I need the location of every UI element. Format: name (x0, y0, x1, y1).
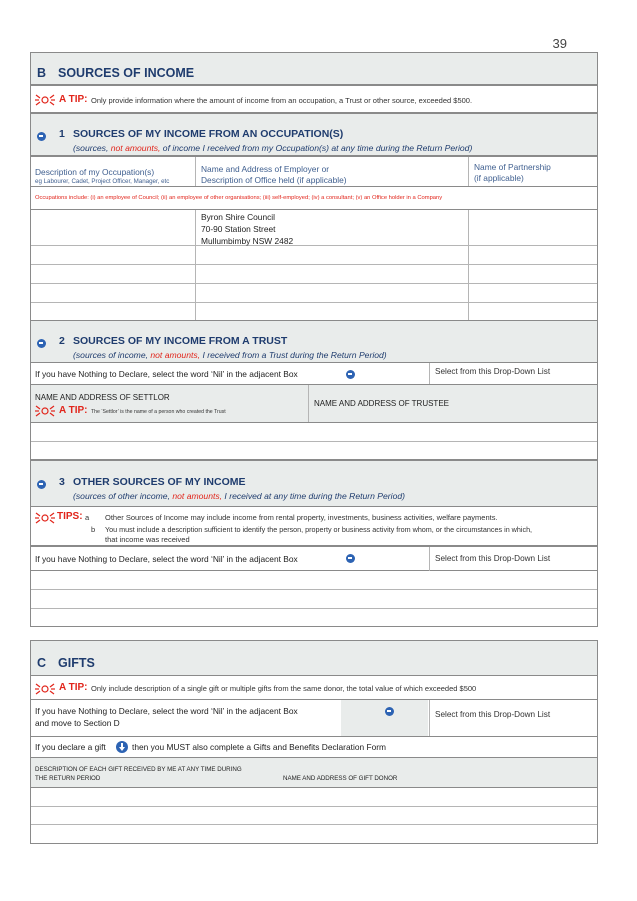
settlor-tip-text: The ‘Settlor’ is the name of a person who created the Trust (91, 409, 226, 415)
section-c-dropdown[interactable]: Select from this Drop-Down List (435, 710, 551, 719)
part2-column-headers (30, 385, 598, 423)
part2-table (30, 423, 598, 460)
occupations-include-text: Occupations include: (i) an employee of Council; (ii) an employee of other organisations; (iii) self-employed; (iv) a consultant; (v) an Office holder in a Company (35, 195, 443, 201)
gifts-table (30, 788, 598, 844)
part2-subtitle: (sources of income, not amounts, I received from a Trust during the Return Period) (73, 350, 387, 360)
employer-line3[interactable]: Mullumbimby NSW 2482 (201, 236, 294, 246)
part3-title: OTHER SOURCES OF MY INCOME (73, 476, 246, 488)
section-b-header (30, 52, 598, 85)
section-c-nil-row (30, 700, 598, 737)
tip-a-text: Other Sources of Income may include income from rental property, investments, business activities, welfare payments. (105, 513, 498, 522)
arrow-icon (37, 476, 46, 494)
tip-lightbulb-icon (35, 682, 55, 700)
col3-header-line2: (if applicable) (474, 173, 524, 183)
gift-donor-header: NAME AND ADDRESS OF GIFT DONOR (283, 775, 398, 782)
part2-nil-text: If you have Nothing to Declare, select the word ‘Nil’ in the adjacent Box (35, 369, 298, 379)
tip-lightbulb-icon (35, 511, 55, 529)
tip-a-marker: a (85, 513, 90, 522)
gifts-column-headers (30, 758, 598, 788)
col2-header-line1: Name and Address of Employer or (201, 164, 330, 174)
tip-b-marker: b (91, 525, 96, 534)
employer-line2[interactable]: 70-90 Station Street (201, 224, 276, 234)
section-c-title: GIFTS (58, 656, 95, 670)
tip-lightbulb-icon (35, 404, 55, 422)
col3-header-line1: Name of Partnership (474, 162, 551, 172)
down-arrow-icon (116, 740, 128, 758)
declare-gift-text: If you declare a gift (35, 742, 106, 752)
section-b-tip (30, 85, 598, 113)
part3-nil-row (30, 546, 598, 571)
section-c-letter: C (37, 656, 47, 670)
tip-lightbulb-icon (35, 93, 55, 111)
gift-description-header-line2: THE RETURN PERIOD (35, 775, 101, 782)
tip-label: A TIP: (59, 682, 88, 693)
trustee-header: NAME AND ADDRESS OF TRUSTEE (314, 399, 449, 408)
section-c-nil-line1: If you have Nothing to Declare, select the word ‘Nil’ in the adjacent Box (35, 706, 298, 716)
part2-dropdown[interactable]: Select from this Drop-Down List (435, 367, 551, 376)
arrow-icon (37, 128, 46, 146)
part3-header (30, 460, 598, 507)
tip-text: Only provide information where the amount of income from an occupation, a Trust or other source, exceeded $500. (91, 96, 473, 105)
col2-header-line2: Description of Office held (if applicable) (201, 175, 347, 185)
page-number: 39 (552, 36, 567, 51)
declare-gift-text-post: then you MUST also complete a Gifts and Benefits Declaration Form (132, 742, 387, 752)
col1-header: Description of my Occupation(s) (35, 167, 155, 177)
occupations-note (30, 187, 598, 210)
part1-title: SOURCES OF MY INCOME FROM AN OCCUPATION(S) (73, 128, 344, 140)
tip-label: A TIP: (59, 94, 88, 105)
declare-gift-row (30, 737, 598, 758)
part3-number: 3 (59, 476, 65, 488)
col1-header-example: eg Labourer, Cadet, Project Officer, Manager, etc (35, 178, 170, 185)
section-c-nil-line2: and move to Section D (35, 718, 120, 728)
gift-description-header: DESCRIPTION OF EACH GIFT RECEIVED BY ME AT ANY TIME DURING (35, 766, 242, 773)
part2-title: SOURCES OF MY INCOME FROM A TRUST (73, 335, 288, 347)
tips-label: TIPS: (57, 511, 83, 522)
part2-number: 2 (59, 335, 65, 347)
section-b-title: SOURCES OF INCOME (58, 66, 195, 80)
section-c-header (30, 640, 598, 676)
tip-b-text-line1: You must include a description sufficient to identify the person, property or business activity from whom, or the circumstances in which, (105, 525, 533, 534)
part2-header (30, 321, 598, 363)
arrow-icon (37, 335, 46, 353)
tip-b-text-line2: that income was received (105, 535, 190, 544)
arrow-icon (385, 703, 394, 721)
part3-nil-text: If you have Nothing to Declare, select the word ‘Nil’ in the adjacent Box (35, 554, 298, 564)
arrow-icon (346, 550, 355, 568)
section-b-letter: B (37, 66, 47, 80)
part1-number: 1 (59, 128, 65, 140)
part1-column-headers (30, 156, 598, 187)
part1-header (30, 113, 598, 156)
part3-tips (30, 507, 598, 546)
employer-line1[interactable]: Byron Shire Council (201, 212, 276, 222)
part3-table (30, 571, 598, 627)
part1-subtitle: (sources, not amounts, of income I received from my Occupation(s) at any time during the Return Period) (73, 143, 473, 153)
part2-nil-row (30, 363, 598, 385)
part3-subtitle: (sources of other income, not amounts, I received at any time during the Return Period) (73, 491, 405, 501)
part3-dropdown[interactable]: Select from this Drop-Down List (435, 554, 551, 563)
tip-text: Only include description of a single gift or multiple gifts from the same donor, the total value of which exceeded $500 (91, 684, 477, 693)
part1-table (30, 210, 598, 321)
tip-label: A TIP: (59, 405, 88, 416)
section-c-tip (30, 676, 598, 700)
arrow-icon (346, 366, 355, 384)
settlor-header: NAME AND ADDRESS OF SETTLOR (35, 393, 170, 402)
